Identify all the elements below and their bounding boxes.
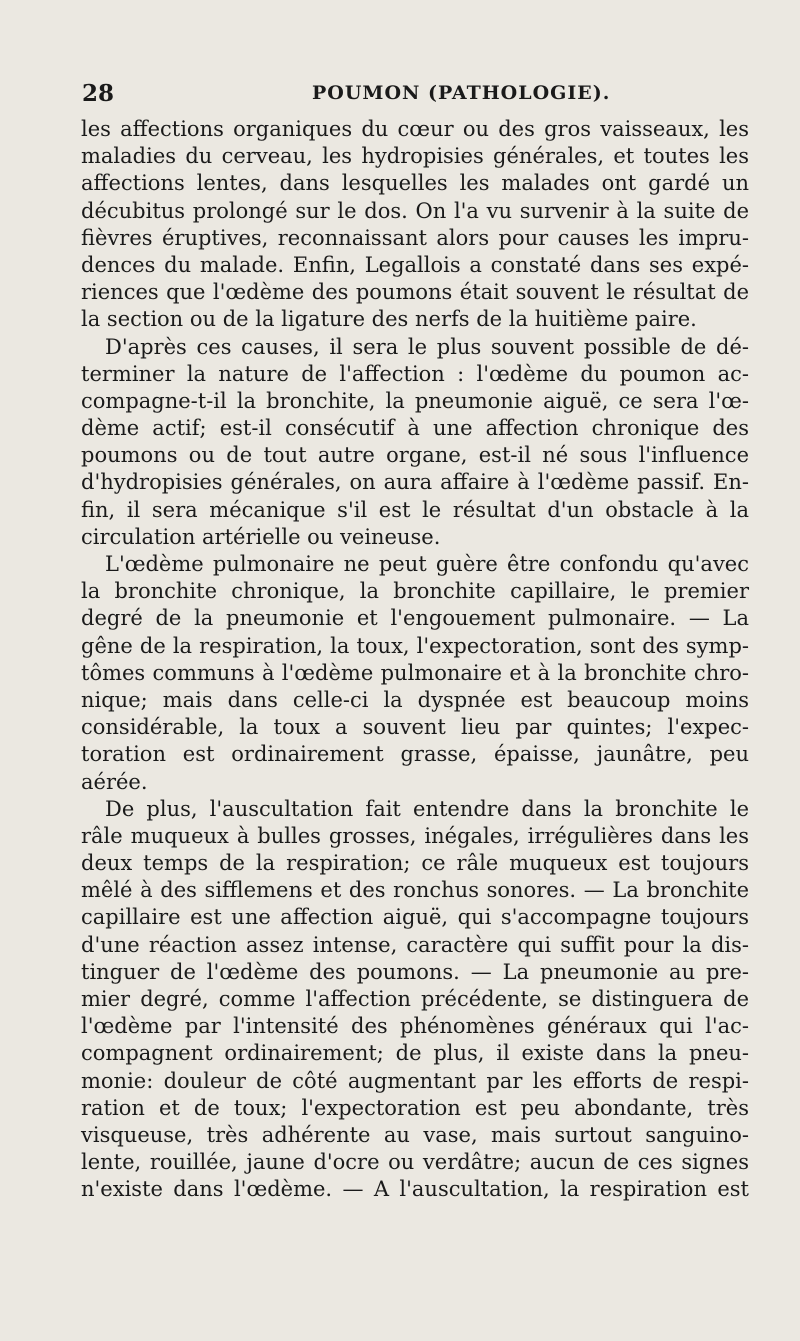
text-line: compagnent ordinairement; de plus, il existe dans la pneu- bbox=[81, 1041, 749, 1066]
text-line: De plus, l'auscultation fait entendre dans la bronchite le bbox=[105, 796, 749, 821]
text-line: capillaire est une affection aiguë, qui s'accompagne toujours bbox=[81, 905, 749, 930]
text-line: affections lentes, dans lesquelles les malades ont gardé un bbox=[81, 171, 749, 196]
text-line: D'après ces causes, il sera le plus souvent possible de dé- bbox=[105, 334, 749, 359]
page-header bbox=[82, 80, 750, 114]
text-line: gêne de la respiration, la toux, l'expectoration, sont des symp- bbox=[81, 633, 749, 658]
text-line: visqueuse, très adhérente au vase, mais surtout sanguino- bbox=[81, 1122, 749, 1147]
paragraph bbox=[81, 796, 749, 1204]
text-line: aérée. bbox=[81, 769, 148, 794]
text-line: fin, il sera mécanique s'il est le résultat d'un obstacle à la bbox=[81, 497, 749, 522]
paragraph bbox=[81, 334, 749, 552]
text-line: d'une réaction assez intense, caractère qui suffit pour la dis- bbox=[81, 932, 749, 957]
text-line: d'hydropisies générales, on aura affaire à l'œdème passif. En- bbox=[81, 470, 749, 495]
page-body bbox=[81, 116, 749, 1204]
text-line: riences que l'œdème des poumons était souvent le résultat de bbox=[81, 280, 749, 305]
text-line: terminer la nature de l'affection : l'œdème du poumon ac- bbox=[81, 361, 749, 386]
text-line: poumons ou de tout autre organe, est-il né sous l'influence bbox=[81, 443, 749, 468]
text-line: toration est ordinairement grasse, épaisse, jaunâtre, peu bbox=[81, 742, 749, 767]
text-line: ration et de toux; l'expectoration est peu abondante, très bbox=[81, 1095, 749, 1120]
text-line: considérable, la toux a souvent lieu par quintes; l'expec- bbox=[81, 715, 749, 740]
text-line: degré de la pneumonie et l'engouement pulmonaire. — La bbox=[81, 606, 749, 631]
text-line: monie: douleur de côté augmentant par les efforts de respi- bbox=[81, 1068, 749, 1093]
text-line: décubitus prolongé sur le dos. On l'a vu survenir à la suite de bbox=[81, 198, 749, 223]
text-line: n'existe dans l'œdème. — A l'auscultation, la respiration est bbox=[81, 1177, 749, 1202]
text-line: tinguer de l'œdème des poumons. — La pneumonie au pre- bbox=[81, 959, 749, 984]
text-line: les affections organiques du cœur ou des gros vaisseaux, les bbox=[81, 117, 749, 141]
text-line: compagne-t-il la bronchite, la pneumonie aiguë, ce sera l'œ- bbox=[81, 388, 749, 413]
page-number: 28 bbox=[82, 80, 115, 107]
text-line: tômes communs à l'œdème pulmonaire et à la bronchite chro- bbox=[81, 660, 749, 685]
running-title: POUMON (PATHOLOGIE). bbox=[312, 82, 611, 104]
text-line: dences du malade. Enfin, Legallois a constaté dans ses expé- bbox=[81, 252, 749, 277]
text-line: circulation artérielle ou veineuse. bbox=[81, 524, 441, 549]
text-line: dème actif; est-il consécutif à une affection chronique des bbox=[81, 416, 749, 441]
text-line: mier degré, comme l'affection précédente, se distinguera de bbox=[81, 987, 749, 1011]
text-line: l'œdème par l'intensité des phénomènes généraux qui l'ac- bbox=[81, 1014, 749, 1039]
paragraph bbox=[81, 551, 749, 796]
text-line: deux temps de la respiration; ce râle muqueux est toujours bbox=[81, 851, 749, 876]
text-line: maladies du cerveau, les hydropisies générales, et toutes les bbox=[81, 144, 749, 169]
paragraph bbox=[81, 116, 749, 334]
text-line: la bronchite chronique, la bronchite capillaire, le premier bbox=[81, 579, 749, 604]
text-line: la section ou de la ligature des nerfs de la huitième paire. bbox=[81, 307, 697, 332]
text-line: fièvres éruptives, reconnaissant alors pour causes les impru- bbox=[81, 225, 749, 250]
text-line: nique; mais dans celle-ci la dyspnée est beaucoup moins bbox=[81, 687, 749, 712]
text-line: râle muqueux à bulles grosses, inégales, irrégulières dans les bbox=[81, 823, 749, 848]
text-line: L'œdème pulmonaire ne peut guère être confondu qu'avec bbox=[105, 552, 749, 576]
text-line: mêlé à des sifflemens et des ronchus sonores. — La bronchite bbox=[81, 878, 749, 903]
text-line: lente, rouillée, jaune d'ocre ou verdâtre; aucun de ces signes bbox=[81, 1150, 749, 1175]
